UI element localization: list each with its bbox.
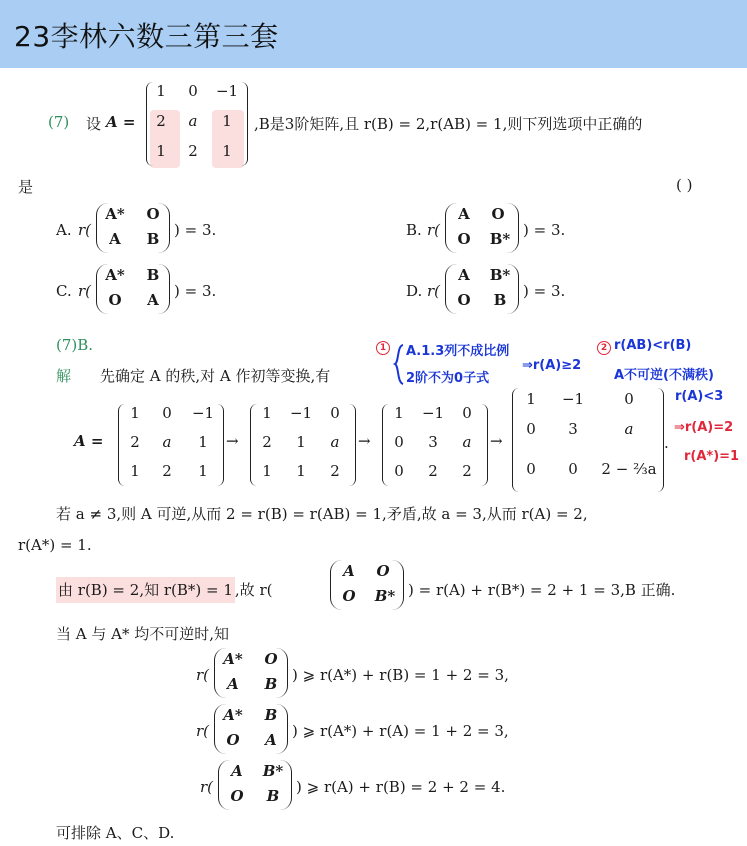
solution-jie: 解: [56, 367, 72, 385]
chain-matrix-4: 1 −1 0 0 3 a 0 0 2 − ⅔a: [512, 388, 664, 492]
line-by: 由 r(B) = 2,知 r(B*) = 1 ,故 r(: [56, 579, 272, 600]
annotation-note2-line2: A不可逆(不满秩): [614, 368, 714, 383]
problem-stem-end: 是: [18, 178, 34, 196]
annotation-note1-result: ⇒r(A)≥2: [522, 358, 582, 373]
chain-arrow: →: [226, 432, 239, 450]
annotation-note2-line1: r(AB)<r(B): [614, 338, 692, 353]
chain-matrix-1: 1 0 −1 2 a 1 1 2 1: [118, 404, 224, 486]
annotation-note1-line1: A.1.3列不成比例: [406, 344, 510, 359]
solution-answer: (7)B.: [56, 336, 94, 354]
chain-a-eq: A =: [74, 432, 104, 450]
annotation-note3-line1: ⇒r(A)=2: [674, 420, 734, 435]
ineq1-matrix: A* O A B: [214, 648, 288, 698]
annotation-circle-1: 1: [376, 340, 390, 355]
problem-intro: 设: [86, 115, 102, 133]
matrix-a-label: A =: [106, 113, 136, 131]
chain-arrow: →: [358, 432, 371, 450]
chain-arrow: →: [490, 432, 503, 450]
line-by-end: ) = r(A) + r(B*) = 2 + 1 = 3,B 正确.: [408, 581, 676, 599]
annotation-brace: [394, 344, 404, 386]
solution-first-line: 先确定 A 的秩,对 A 作初等变换,有: [100, 367, 331, 385]
ineq2-end: ) ⩾ r(A*) + r(A) = 1 + 2 = 3,: [292, 722, 509, 740]
ineq2-matrix: A* B O A: [214, 704, 288, 754]
annotation-circle-2: 2: [597, 340, 611, 355]
line-if-invertible: 若 a ≠ 3,则 A 可逆,从而 2 = r(B) = r(AB) = 1,矛盾,故 a = 3,从而 r(A) = 2,: [56, 505, 588, 523]
problem-matrix: 1 0 −1 2 a 1 1 2 1: [146, 82, 248, 166]
problem-number: (7): [48, 113, 70, 131]
chain-matrix-3: 1 −1 0 0 3 a 0 2 2: [382, 404, 488, 486]
header-bar: [0, 0, 747, 68]
ineq1-end: ) ⩾ r(A*) + r(B) = 1 + 2 = 3,: [292, 666, 509, 684]
answer-blank: ( ): [676, 176, 693, 194]
line-when: 当 A 与 A* 均不可逆时,知: [56, 625, 230, 643]
annotation-note3-line2: r(A*)=1: [684, 449, 740, 464]
ineq3-matrix: A B* O B: [218, 760, 292, 810]
chain-matrix-2: 1 −1 0 2 1 a 1 1 2: [250, 404, 356, 486]
line-rank-adjoint: r(A*) = 1.: [18, 536, 92, 554]
annotation-note1-line2: 2阶不为0子式: [406, 371, 490, 386]
exclude-line: 可排除 A、C、D.: [56, 824, 175, 842]
problem-stem: ,B是3阶矩阵,且 r(B) = 2,r(AB) = 1,则下列选项中正确的: [254, 115, 643, 133]
line-by-matrix: A O O B*: [330, 560, 404, 610]
page-title: 23李林六数三第三套: [14, 20, 279, 53]
annotation-note2-line3: r(A)<3: [675, 389, 724, 404]
ineq3-end: ) ⩾ r(A) + r(B) = 2 + 2 = 4.: [296, 778, 506, 796]
